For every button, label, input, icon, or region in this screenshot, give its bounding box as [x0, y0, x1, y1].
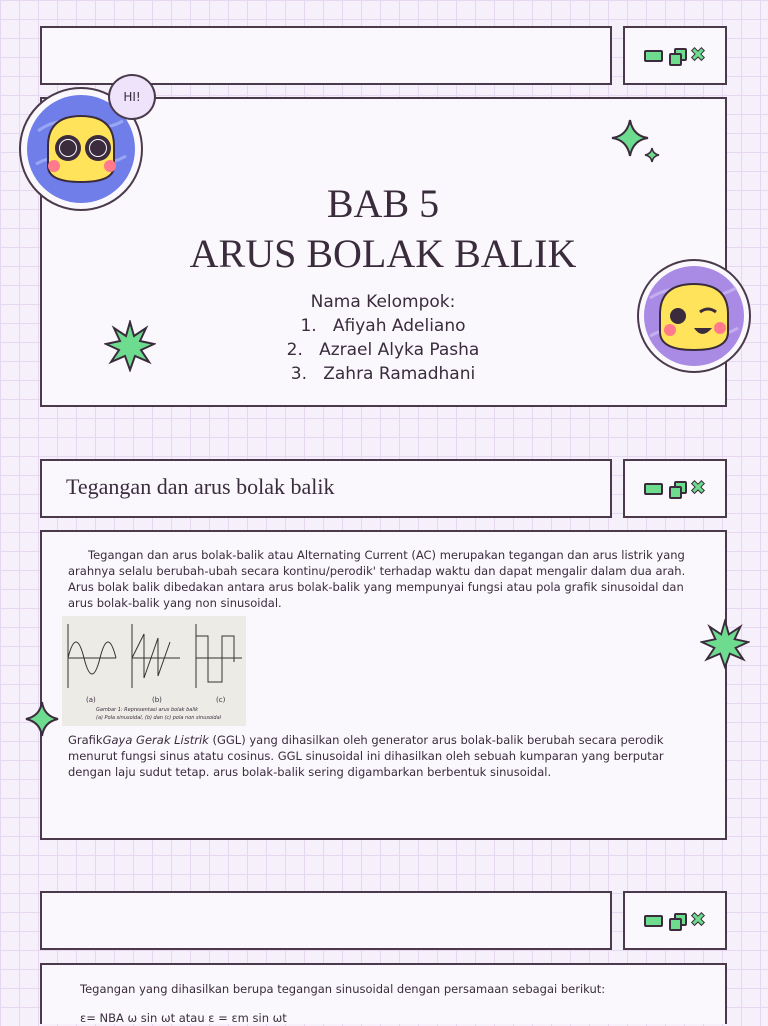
page-title: ARUS BOLAK BALIK — [189, 231, 577, 276]
ggl-italic: Gaya Gerak Listrik — [102, 733, 209, 747]
member-item: 3. Zahra Ramadhani — [290, 364, 476, 384]
starburst-icon — [104, 320, 156, 372]
restore-icon[interactable] — [669, 48, 684, 63]
speech-bubble: HI! — [108, 74, 156, 120]
figure-caption-detail: (a) Pola sinusoidal, (b) dan (c) pola non sinusoidal — [96, 715, 222, 721]
member-item: 1. Afiyah Adeliano — [300, 316, 466, 336]
figure-label-b: (b) — [152, 696, 162, 704]
close-icon[interactable]: ✖ — [690, 44, 706, 66]
ggl-text: (GGL) yang dihasilkan oleh generator arus bolak-balik berubah secara perodik menurut fungsi sinus atatu cosinus. GGL sinusoidal ini dihasilkan oleh sebuah kumparan yang berputar dengan laju sudut tetap. arus bolak-balik sering digambarkan berbentuk sinusoidal. — [68, 733, 664, 779]
paragraph-ggl — [68, 732, 698, 780]
minimize-icon[interactable] — [644, 483, 663, 495]
equation: ε= NBA ω sin ωt atau ε = εm sin ωt — [80, 1011, 287, 1025]
close-icon[interactable]: ✖ — [690, 909, 706, 931]
slide2-window-controls — [623, 459, 727, 518]
paragraph-sinusoidal: Tegangan yang dihasilkan berupa tegangan sinusoidal dengan persamaan sebagai berikut: — [80, 982, 606, 996]
slide3-window-controls — [623, 891, 727, 950]
figure-caption: Gambar 1: Representasi arus bolak balik — [96, 707, 199, 713]
sparkle-icon — [24, 700, 60, 738]
figure-label-c: (c) — [216, 696, 226, 704]
ac-waveform-figure — [62, 616, 246, 726]
ggl-prefix: Grafik — [68, 733, 103, 747]
sparkle-icon — [608, 118, 664, 168]
close-icon[interactable]: ✖ — [690, 477, 706, 499]
restore-icon[interactable] — [669, 913, 684, 928]
chapter-title: BAB 5 — [326, 181, 440, 226]
slide3-header-bar — [40, 891, 612, 950]
starburst-icon — [700, 619, 750, 669]
winking-emoji-icon — [636, 258, 752, 374]
restore-icon[interactable] — [669, 481, 684, 496]
group-label: Nama Kelompok: — [310, 292, 456, 312]
member-item: 2. Azrael Alyka Pasha — [286, 340, 480, 360]
figure-label-a: (a) — [86, 696, 96, 704]
slide1-window-controls — [623, 26, 727, 85]
minimize-icon[interactable] — [644, 50, 663, 62]
section-title: Tegangan dan arus bolak balik — [66, 474, 335, 499]
minimize-icon[interactable] — [644, 915, 663, 927]
paragraph-intro: Tegangan dan arus bolak-balik atau Alternating Current (AC) merupakan tegangan dan arus listrik yang arahnya selalu berubah-ubah secara kontinu/perodik' terhadap waktu dan dapat mengalir dalam dua arah. Arus bolak balik dibedakan antara arus bolak-balik yang mempunyai fungsi atau pola grafik sinusoidal dan arus bolak-balik yang non sinusoidal. — [68, 548, 686, 610]
